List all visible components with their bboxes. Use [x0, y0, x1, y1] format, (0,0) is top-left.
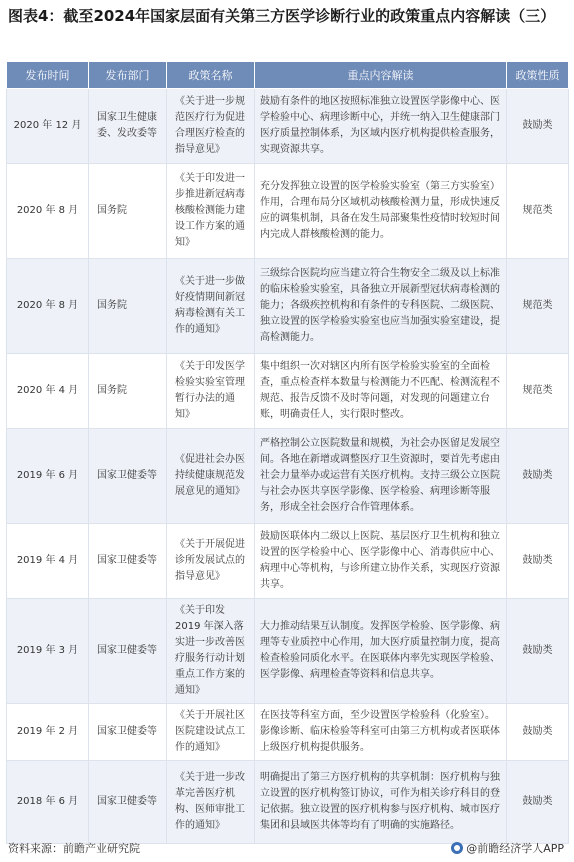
table-body — [7, 89, 569, 844]
cell-content: 明确提出了第三方医疗机构的共享机制：医疗机构与独立设置的医疗机构签订协议，可作为相关诊疗科目的登记依据。独立设置的医疗机构参与医疗机构、城市医疗集团和县域医共体等均有了明确的实施路径。 — [255, 761, 507, 844]
cell-dept: 国家卫生健康委、发改委等 — [89, 89, 167, 164]
table-row — [7, 524, 569, 599]
cell-policy-name: 《关于印发医学检验实验室管理暂行办法的通知》 — [167, 354, 255, 429]
cell-content: 三级综合医院均应当建立符合生物安全二级及以上标准的临床检验实验室，具备独立开展新型冠状病毒检测的能力；各级疾控机构和有条件的专科医院、二级医院、独立设置的医学检验实验室也应当加强实验室建设，提高检测能力。 — [255, 259, 507, 354]
cell-date: 2020 年 4 月 — [7, 354, 89, 429]
cell-date: 2019 年 3 月 — [7, 599, 89, 704]
table-row — [7, 429, 569, 524]
table-row — [7, 354, 569, 429]
brand-label — [451, 840, 564, 856]
cell-dept: 国家卫健委等 — [89, 429, 167, 524]
header-type: 政策性质 — [507, 62, 569, 89]
cell-dept: 国家卫健委等 — [89, 599, 167, 704]
cell-date: 2019 年 2 月 — [7, 704, 89, 761]
cell-policy-name: 《关于开展社区医院建设试点工作的通知》 — [167, 704, 255, 761]
table-row — [7, 761, 569, 844]
cell-type: 规范类 — [507, 259, 569, 354]
header-name: 政策名称 — [167, 62, 255, 89]
cell-content: 在医技等科室方面，至少设置医学检验科（化验室）。影像诊断、临床检验等科室可由第三方机构或者医联体上级医疗机构提供服务。 — [255, 704, 507, 761]
cell-content: 充分发挥独立设置的医学检验实验室（第三方实验室）作用，合理布局分区域机动核酸检测力量，形成快速反应的调集机制，具备在发生局部聚集性疫情时较短时间内完成人群核酸检测的能力。 — [255, 164, 507, 259]
cell-content: 集中组织一次对辖区内所有医学检验实验室的全面检查，重点检查样本数量与检测能力不匹配、检测流程不规范、报告反馈不及时等问题，对发现的问题建立台账，明确责任人，实行限时整改。 — [255, 354, 507, 429]
cell-type: 鼓励类 — [507, 599, 569, 704]
source-note: 资料来源：前瞻产业研究院 — [8, 842, 140, 855]
table-row — [7, 164, 569, 259]
cell-date: 2020 年 8 月 — [7, 259, 89, 354]
footer — [8, 840, 566, 856]
cell-dept: 国务院 — [89, 164, 167, 259]
cell-date: 2020 年 8 月 — [7, 164, 89, 259]
cell-dept: 国家卫健委等 — [89, 704, 167, 761]
cell-type: 鼓励类 — [507, 704, 569, 761]
table-row — [7, 259, 569, 354]
table-row — [7, 599, 569, 704]
cell-dept: 国务院 — [89, 354, 167, 429]
policy-table-container — [6, 61, 568, 844]
cell-dept: 国务院 — [89, 259, 167, 354]
cell-type: 规范类 — [507, 164, 569, 259]
header-date: 发布时间 — [7, 62, 89, 89]
cell-content: 严格控制公立医院数量和规模，为社会办医留足发展空间。各地在新增或调整医疗卫生资源时，要首先考虑由社会力量举办或运营有关医疗机构。支持三级公立医院与社会办医共享医学影像、医学检验、病理诊断等服务，形成全社会医疗合作管理体系。 — [255, 429, 507, 524]
header-dept: 发布部门 — [89, 62, 167, 89]
cell-content: 鼓励有条件的地区按照标准独立设置医学影像中心、医学检验中心、病理诊断中心，并统一纳入卫生健康部门医疗质量控制体系，为区域内医疗机构提供检查服务，实现资源共享。 — [255, 89, 507, 164]
cell-policy-name: 《关于开展促进诊所发展试点的指导意见》 — [167, 524, 255, 599]
brand-text: @前瞻经济学人APP — [466, 842, 564, 855]
cell-content: 大力推动结果互认制度。发挥医学检验、医学影像、病理等专业质控中心作用，加大医疗质量控制力度，提高检查检验同质化水平。在医联体内率先实现医学检验、医学影像、病理检查等资料和信息共享。 — [255, 599, 507, 704]
table-row — [7, 89, 569, 164]
cell-dept: 国家卫健委等 — [89, 761, 167, 844]
cell-policy-name: 《关于进一步做好疫情期间新冠病毒检测有关工作的通知》 — [167, 259, 255, 354]
table-header-row — [7, 62, 569, 89]
cell-content: 鼓励医联体内二级以上医院、基层医疗卫生机构和独立设置的医学检验中心、医学影像中心、消毒供应中心、病理中心等机构，与诊所建立协作关系，实现医疗资源共享。 — [255, 524, 507, 599]
header-content: 重点内容解读 — [255, 62, 507, 89]
cell-policy-name: 《关于印发 2019 年深入落实进一步改善医疗服务行动计划重点工作方案的通知》 — [167, 599, 255, 704]
cell-date: 2018 年 6 月 — [7, 761, 89, 844]
cell-type: 规范类 — [507, 354, 569, 429]
policy-table — [6, 61, 569, 844]
cell-type: 鼓励类 — [507, 429, 569, 524]
cell-type: 鼓励类 — [507, 524, 569, 599]
brand-logo-icon — [451, 842, 463, 854]
cell-date: 2019 年 4 月 — [7, 524, 89, 599]
cell-policy-name: 《关于进一步规范医疗行为促进合理医疗检查的指导意见》 — [167, 89, 255, 164]
cell-type: 鼓励类 — [507, 89, 569, 164]
cell-date: 2019 年 6 月 — [7, 429, 89, 524]
table-row — [7, 704, 569, 761]
page-title: 图表4：截至2024年国家层面有关第三方医学诊断行业的政策重点内容解读（三） — [8, 7, 556, 25]
cell-policy-name: 《关于印发进一步推进新冠病毒核酸检测能力建设工作方案的通知》 — [167, 164, 255, 259]
cell-type: 鼓励类 — [507, 761, 569, 844]
cell-policy-name: 《关于进一步改革完善医疗机构、医师审批工作的通知》 — [167, 761, 255, 844]
cell-date: 2020 年 12 月 — [7, 89, 89, 164]
cell-dept: 国家卫健委等 — [89, 524, 167, 599]
cell-policy-name: 《促进社会办医持续健康规范发展意见的通知》 — [167, 429, 255, 524]
